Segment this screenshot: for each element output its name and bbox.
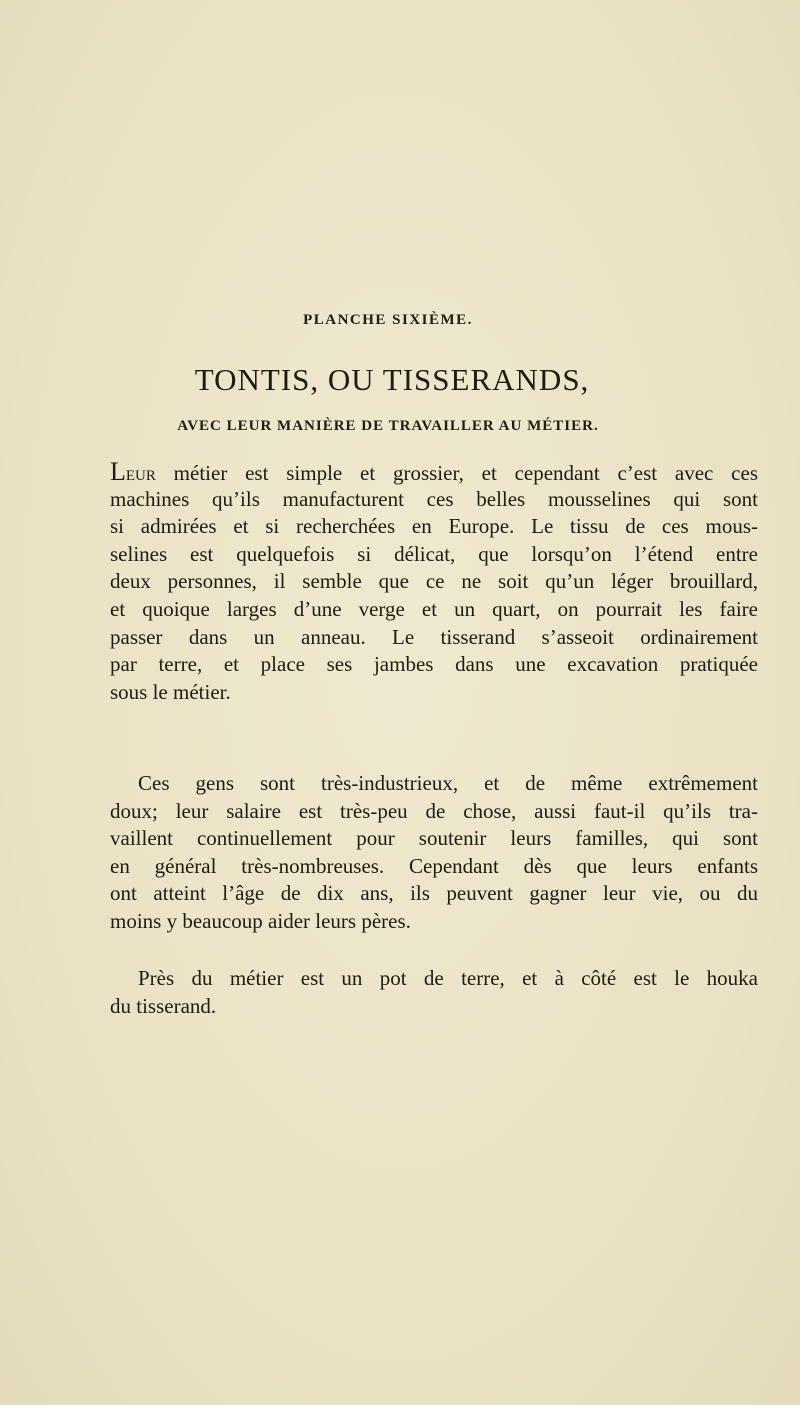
initial-letter: L [110,457,126,486]
small-caps-word: eur [125,461,156,485]
chapter-subtitle: AVEC LEUR MANIÈRE DE TRAVAILLER AU MÉTIER. [177,418,599,434]
text-line: Près du métier est un pot de terre, et à côté est le houka [138,966,758,990]
text-line: et quoique larges d’une verge et un quart, on pourrait les faire [110,596,758,621]
text-line: doux; leur salaire est très-peu de chose, aussi faut-il qu’ils tra- [110,798,758,823]
text-line: par terre, et place ses jambes dans une excavation pratiquée [110,652,758,677]
paragraph-2 [110,770,758,936]
text-line: machines qu’ils manufacturent ces belles mousselines qui sont [110,486,758,511]
text-line: passer dans un anneau. Le tisserand s’asseoit ordinairement [110,624,758,649]
chapter-title: TONTIS, OU TISSERANDS, [194,362,590,397]
text-line: deux personnes, il semble que ce ne soit qu’un léger brouillard, [110,569,758,594]
text-line: du tisserand. [110,993,217,1018]
text-line: si admirées et si recherchées en Europe. Le tissu de ces mous- [110,514,758,539]
text-line: sous le métier. [110,679,231,704]
paragraph-3 [110,965,758,1020]
text-line: en général très-nombreuses. Cependant dès que leurs enfants [110,853,758,878]
text-line [110,458,758,486]
text-line: moins y beaucoup aider leurs pères. [110,908,411,933]
text-line: ont atteint l’âge de dix ans, ils peuvent gagner leur vie, ou du [110,881,758,906]
text-line: selines est quelquefois si délicat, que lorsqu’on l’étend entre [110,541,758,566]
plate-heading: PLANCHE SIXIÈME. [303,312,473,328]
text-line: vaillent continuellement pour soutenir leurs familles, qui sont [110,826,758,851]
paragraph-1 [110,458,758,706]
text-line: Ces gens sont très-industrieux, et de même extrêmement [138,771,758,795]
text-line-content: métier est simple et grossier, et cependant c’est avec ces [155,461,758,485]
